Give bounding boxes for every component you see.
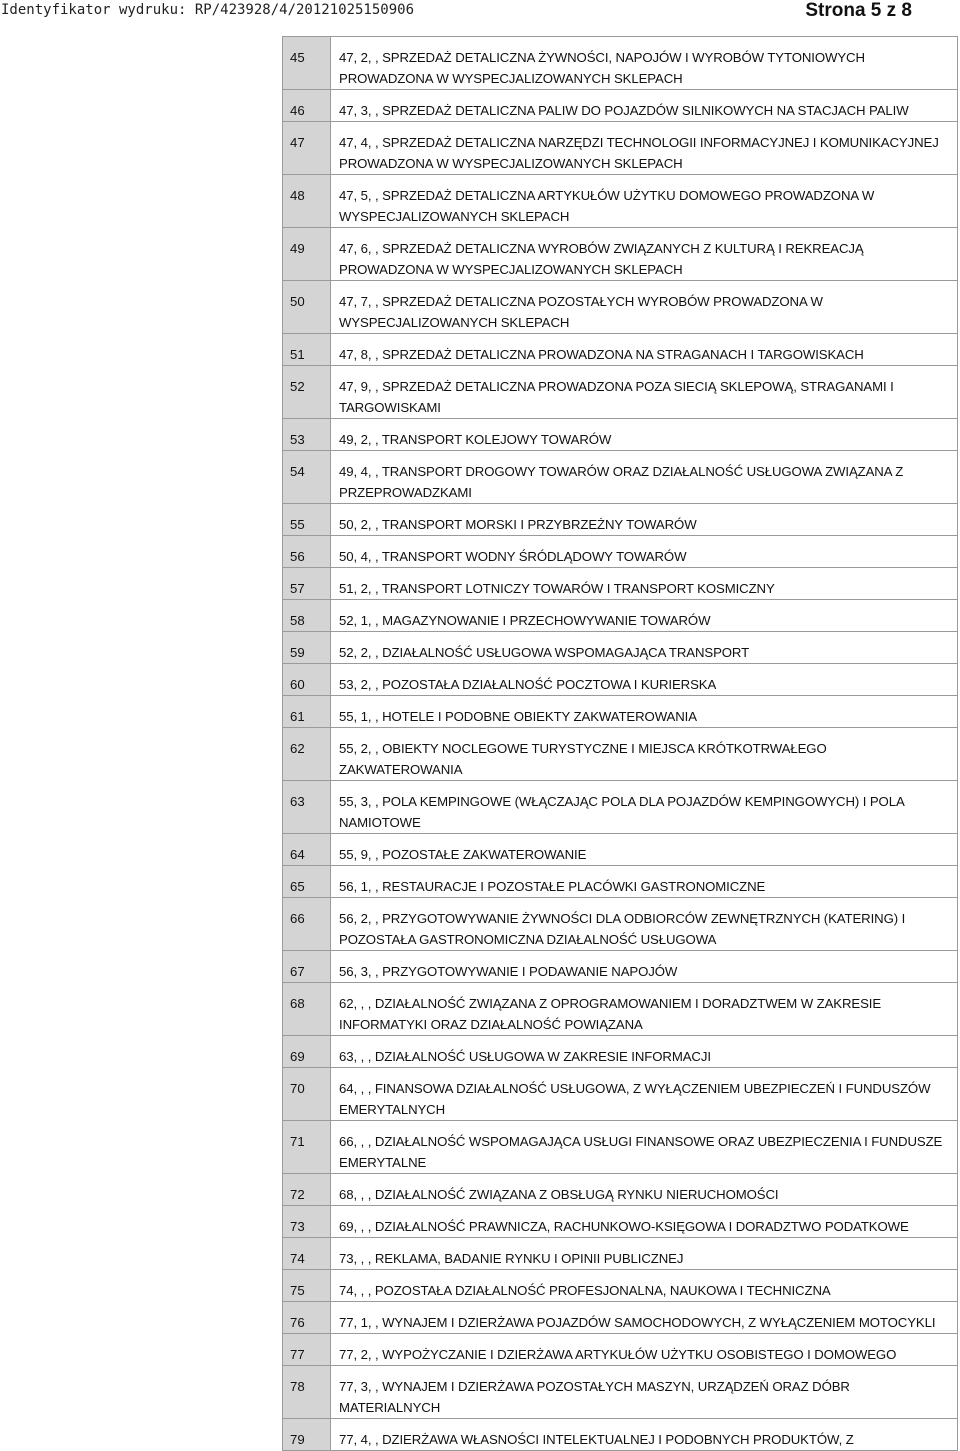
activity-code-text: 69, , , DZIAŁALNOŚĆ PRAWNICZA, RACHUNKOWO-KSIĘGOWA I DORADZTWO PODATKOWE (331, 1206, 958, 1238)
table-row (283, 1121, 958, 1174)
table-row (283, 122, 958, 175)
print-header (0, 0, 960, 22)
table-row (283, 1366, 958, 1419)
row-number: 71 (283, 1121, 331, 1174)
activity-code-text: 47, 7, , SPRZEDAŻ DETALICZNA POZOSTAŁYCH WYROBÓW PROWADZONA W WYSPECJALIZOWANYCH SKLEPACH (331, 281, 958, 334)
table-row (283, 696, 958, 728)
page-number: Strona 5 z 8 (805, 0, 912, 21)
activity-code-text: 73, , , REKLAMA, BADANIE RYNKU I OPINII PUBLICZNEJ (331, 1238, 958, 1270)
table-row (283, 1334, 958, 1366)
table-row (283, 983, 958, 1036)
row-number: 59 (283, 632, 331, 664)
row-number: 78 (283, 1366, 331, 1419)
row-number: 56 (283, 536, 331, 568)
table-row (283, 1206, 958, 1238)
row-number: 73 (283, 1206, 331, 1238)
activity-code-text: 55, 1, , HOTELE I PODOBNE OBIEKTY ZAKWATEROWANIA (331, 696, 958, 728)
table-row (283, 568, 958, 600)
activity-code-text: 53, 2, , POZOSTAŁA DZIAŁALNOŚĆ POCZTOWA I KURIERSKA (331, 664, 958, 696)
table-row (283, 37, 958, 90)
activity-code-text: 56, 1, , RESTAURACJE I POZOSTAŁE PLACÓWKI GASTRONOMICZNE (331, 866, 958, 898)
row-number: 66 (283, 898, 331, 951)
table-row (283, 1174, 958, 1206)
row-number: 65 (283, 866, 331, 898)
row-number: 52 (283, 366, 331, 419)
row-number: 76 (283, 1302, 331, 1334)
table-row (283, 781, 958, 834)
table-row (283, 504, 958, 536)
activity-code-text: 47, 8, , SPRZEDAŻ DETALICZNA PROWADZONA NA STRAGANACH I TARGOWISKACH (331, 334, 958, 366)
row-number: 69 (283, 1036, 331, 1068)
table-row (283, 1419, 958, 1451)
activity-code-text: 50, 4, , TRANSPORT WODNY ŚRÓDLĄDOWY TOWARÓW (331, 536, 958, 568)
table-row (283, 1302, 958, 1334)
table-row (283, 1270, 958, 1302)
table-row (283, 951, 958, 983)
activity-code-text: 47, 5, , SPRZEDAŻ DETALICZNA ARTYKUŁÓW UŻYTKU DOMOWEGO PROWADZONA W WYSPECJALIZOWANYCH SKLEPACH (331, 175, 958, 228)
table-row (283, 536, 958, 568)
activity-code-text: 68, , , DZIAŁALNOŚĆ ZWIĄZANA Z OBSŁUGĄ RYNKU NIERUCHOMOŚCI (331, 1174, 958, 1206)
activity-code-text: 55, 2, , OBIEKTY NOCLEGOWE TURYSTYCZNE I MIEJSCA KRÓTKOTRWAŁEGO ZAKWATEROWANIA (331, 728, 958, 781)
row-number: 46 (283, 90, 331, 122)
activity-code-text: 49, 4, , TRANSPORT DROGOWY TOWARÓW ORAZ DZIAŁALNOŚĆ USŁUGOWA ZWIĄZANA Z PRZEPROWADZKAMI (331, 451, 958, 504)
table-row (283, 834, 958, 866)
activity-code-text: 52, 2, , DZIAŁALNOŚĆ USŁUGOWA WSPOMAGAJĄCA TRANSPORT (331, 632, 958, 664)
row-number: 55 (283, 504, 331, 536)
activity-code-text: 63, , , DZIAŁALNOŚĆ USŁUGOWA W ZAKRESIE INFORMACJI (331, 1036, 958, 1068)
row-number: 48 (283, 175, 331, 228)
table-row (283, 1068, 958, 1121)
activity-code-text: 66, , , DZIAŁALNOŚĆ WSPOMAGAJĄCA USŁUGI FINANSOWE ORAZ UBEZPIECZENIA I FUNDUSZE EMERYTALNE (331, 1121, 958, 1174)
row-number: 50 (283, 281, 331, 334)
row-number: 51 (283, 334, 331, 366)
activity-code-text: 62, , , DZIAŁALNOŚĆ ZWIĄZANA Z OPROGRAMOWANIEM I DORADZTWEM W ZAKRESIE INFORMATYKI ORAZ DZIAŁALNOŚĆ POWIĄZANA (331, 983, 958, 1036)
row-number: 63 (283, 781, 331, 834)
activity-code-text: 47, 6, , SPRZEDAŻ DETALICZNA WYROBÓW ZWIĄZANYCH Z KULTURĄ I REKREACJĄ PROWADZONA W WYSPECJALIZOWANYCH SKLEPACH (331, 228, 958, 281)
row-number: 47 (283, 122, 331, 175)
table-row (283, 228, 958, 281)
table-row (283, 175, 958, 228)
row-number: 67 (283, 951, 331, 983)
table-row (283, 451, 958, 504)
table-row (283, 600, 958, 632)
row-number: 62 (283, 728, 331, 781)
table-row (283, 898, 958, 951)
table-row (283, 632, 958, 664)
print-identifier: Identyfikator wydruku: RP/423928/4/20121025150906 (1, 2, 415, 18)
activity-code-text: 77, 1, , WYNAJEM I DZIERŻAWA POJAZDÓW SAMOCHODOWYCH, Z WYŁĄCZENIEM MOTOCYKLI (331, 1302, 958, 1334)
activity-code-text: 77, 4, , DZIERŻAWA WŁASNOŚCI INTELEKTUALNEJ I PODOBNYCH PRODUKTÓW, Z (331, 1419, 958, 1451)
row-number: 77 (283, 1334, 331, 1366)
row-number: 45 (283, 37, 331, 90)
row-number: 75 (283, 1270, 331, 1302)
table-row (283, 1238, 958, 1270)
activity-code-text: 77, 3, , WYNAJEM I DZIERŻAWA POZOSTAŁYCH MASZYN, URZĄDZEŃ ORAZ DÓBR MATERIALNYCH (331, 1366, 958, 1419)
row-number: 54 (283, 451, 331, 504)
row-number: 79 (283, 1419, 331, 1451)
row-number: 57 (283, 568, 331, 600)
activity-code-text: 56, 2, , PRZYGOTOWYWANIE ŻYWNOŚCI DLA ODBIORCÓW ZEWNĘTRZNYCH (KATERING) I POZOSTAŁA GASTRONOMICZNA DZIAŁALNOŚĆ USŁUGOWA (331, 898, 958, 951)
activity-code-text: 47, 2, , SPRZEDAŻ DETALICZNA ŻYWNOŚCI, NAPOJÓW I WYROBÓW TYTONIOWYCH PROWADZONA W WYSPECJALIZOWANYCH SKLEPACH (331, 37, 958, 90)
activity-code-text: 55, 9, , POZOSTAŁE ZAKWATEROWANIE (331, 834, 958, 866)
activity-code-text: 49, 2, , TRANSPORT KOLEJOWY TOWARÓW (331, 419, 958, 451)
activity-code-text: 52, 1, , MAGAZYNOWANIE I PRZECHOWYWANIE TOWARÓW (331, 600, 958, 632)
activity-code-text: 77, 2, , WYPOŻYCZANIE I DZIERŻAWA ARTYKUŁÓW UŻYTKU OSOBISTEGO I DOMOWEGO (331, 1334, 958, 1366)
row-number: 61 (283, 696, 331, 728)
row-number: 64 (283, 834, 331, 866)
activity-code-text: 56, 3, , PRZYGOTOWYWANIE I PODAWANIE NAPOJÓW (331, 951, 958, 983)
table-row (283, 1036, 958, 1068)
table-row (283, 90, 958, 122)
row-number: 72 (283, 1174, 331, 1206)
row-number: 68 (283, 983, 331, 1036)
table-row (283, 728, 958, 781)
row-number: 70 (283, 1068, 331, 1121)
activity-code-text: 47, 9, , SPRZEDAŻ DETALICZNA PROWADZONA POZA SIECIĄ SKLEPOWĄ, STRAGANAMI I TARGOWISKAMI (331, 366, 958, 419)
row-number: 58 (283, 600, 331, 632)
pkd-codes-body (283, 37, 958, 1451)
row-number: 53 (283, 419, 331, 451)
table-row (283, 664, 958, 696)
activity-code-text: 47, 4, , SPRZEDAŻ DETALICZNA NARZĘDZI TECHNOLOGII INFORMACYJNEJ I KOMUNIKACYJNEJ PROWADZONA W WYSPECJALIZOWANYCH SKLEPACH (331, 122, 958, 175)
row-number: 49 (283, 228, 331, 281)
table-row (283, 419, 958, 451)
activity-code-text: 47, 3, , SPRZEDAŻ DETALICZNA PALIW DO POJAZDÓW SILNIKOWYCH NA STACJACH PALIW (331, 90, 958, 122)
table-row (283, 281, 958, 334)
table-row (283, 334, 958, 366)
activity-code-text: 64, , , FINANSOWA DZIAŁALNOŚĆ USŁUGOWA, Z WYŁĄCZENIEM UBEZPIECZEŃ I FUNDUSZÓW EMERYTALNYCH (331, 1068, 958, 1121)
row-number: 60 (283, 664, 331, 696)
activity-code-text: 55, 3, , POLA KEMPINGOWE (WŁĄCZAJĄC POLA DLA POJAZDÓW KEMPINGOWYCH) I POLA NAMIOTOWE (331, 781, 958, 834)
activity-code-text: 74, , , POZOSTAŁA DZIAŁALNOŚĆ PROFESJONALNA, NAUKOWA I TECHNICZNA (331, 1270, 958, 1302)
pkd-codes-table (282, 36, 958, 1451)
activity-code-text: 50, 2, , TRANSPORT MORSKI I PRZYBRZEŻNY TOWARÓW (331, 504, 958, 536)
row-number: 74 (283, 1238, 331, 1270)
table-row (283, 866, 958, 898)
activity-code-text: 51, 2, , TRANSPORT LOTNICZY TOWARÓW I TRANSPORT KOSMICZNY (331, 568, 958, 600)
table-row (283, 366, 958, 419)
